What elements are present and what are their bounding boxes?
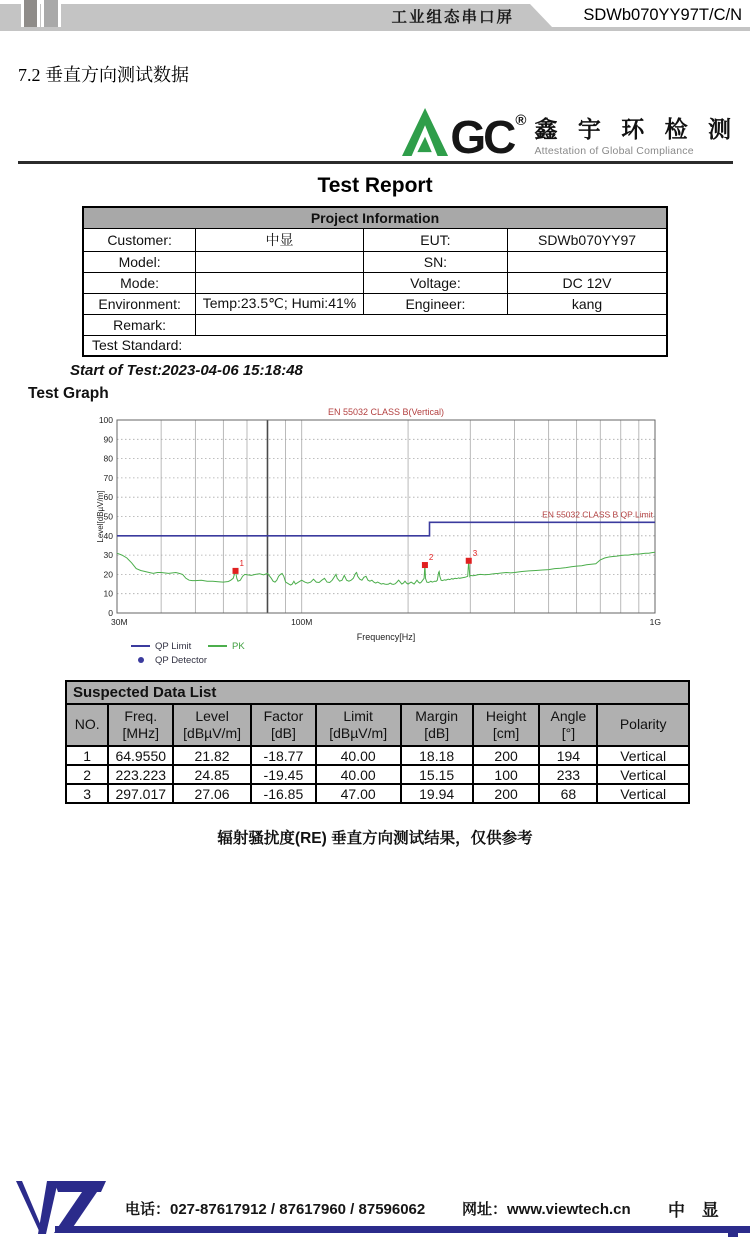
table-cell: 3 bbox=[66, 784, 108, 803]
header-accent-block-light bbox=[41, 0, 61, 27]
agc-logo-a-icon bbox=[402, 107, 450, 157]
svg-text:70: 70 bbox=[103, 472, 113, 483]
value-mode bbox=[196, 272, 364, 293]
svg-text:10: 10 bbox=[103, 588, 113, 599]
table-row bbox=[66, 765, 689, 784]
header-accent-block-dark bbox=[21, 0, 40, 27]
svg-text:90: 90 bbox=[103, 434, 113, 445]
start-of-test: Start of Test:2023-04-06 15:18:48 bbox=[70, 362, 303, 379]
svg-text:40: 40 bbox=[103, 530, 113, 541]
table-cell: 200 bbox=[473, 784, 540, 803]
table-cell: 233 bbox=[539, 765, 597, 784]
table-cell: 297.017 bbox=[108, 784, 173, 803]
label-remark: Remark: bbox=[83, 314, 196, 335]
svg-text:30: 30 bbox=[103, 550, 113, 561]
value-voltage: DC 12V bbox=[508, 272, 667, 293]
logo-divider-rule bbox=[18, 161, 733, 164]
registered-mark-icon: ® bbox=[515, 112, 527, 129]
value-engineer: kang bbox=[508, 293, 667, 314]
svg-text:QP Detector: QP Detector bbox=[155, 655, 208, 666]
section-title: 7.2 垂直方向测试数据 bbox=[18, 65, 189, 85]
svg-text:QP Limit: QP Limit bbox=[155, 641, 192, 652]
table-cell: Vertical bbox=[597, 765, 689, 784]
value-model bbox=[196, 251, 364, 272]
table-cell: 1 bbox=[66, 746, 108, 765]
table-cell: -18.77 bbox=[251, 746, 316, 765]
svg-text:1: 1 bbox=[239, 558, 244, 568]
table-cell: 64.9550 bbox=[108, 746, 173, 765]
label-engineer: Engineer: bbox=[363, 293, 507, 314]
header-model-number: SDWb070YY97T/C/N bbox=[583, 6, 742, 24]
svg-text:Frequency[Hz]: Frequency[Hz] bbox=[356, 632, 416, 642]
result-caption: 辐射骚扰度(RE) 垂直方向测试结果，仅供参考 bbox=[217, 830, 533, 847]
svg-text:EN 55032 CLASS B QP Limit: EN 55032 CLASS B QP Limit bbox=[542, 509, 653, 520]
suspected-table-title: Suspected Data List bbox=[66, 681, 689, 704]
svg-text:60: 60 bbox=[103, 492, 113, 503]
table-cell: -16.85 bbox=[251, 784, 316, 803]
project-info-table bbox=[82, 206, 668, 357]
project-info-header: Project Information bbox=[83, 207, 667, 228]
svg-text:80: 80 bbox=[103, 453, 113, 464]
table-cell: 40.00 bbox=[316, 746, 401, 765]
column-header: Freq. [MHz] bbox=[108, 704, 173, 746]
lab-name-cn: 鑫 宇 环 检 测 bbox=[534, 116, 738, 142]
svg-text:100: 100 bbox=[98, 415, 113, 425]
suspected-data-table bbox=[65, 680, 690, 804]
label-voltage: Voltage: bbox=[363, 272, 507, 293]
table-cell: 223.223 bbox=[108, 765, 173, 784]
table-row bbox=[83, 228, 667, 251]
svg-text:0: 0 bbox=[108, 608, 113, 618]
header-gray-bar bbox=[0, 4, 530, 27]
table-cell: 18.18 bbox=[401, 746, 473, 765]
table-cell: 2 bbox=[66, 765, 108, 784]
table-row bbox=[83, 314, 667, 335]
value-sn bbox=[508, 251, 667, 272]
table-cell: 47.00 bbox=[316, 784, 401, 803]
footer-navy-bar bbox=[55, 1226, 750, 1233]
suspected-table-header-row bbox=[66, 704, 689, 746]
page-header bbox=[0, 0, 750, 31]
column-header: Polarity bbox=[597, 704, 689, 746]
table-cell: -19.45 bbox=[251, 765, 316, 784]
page-footer bbox=[0, 1174, 750, 1236]
table-cell: 21.82 bbox=[173, 746, 251, 765]
table-cell: 68 bbox=[539, 784, 597, 803]
table-cell: 40.00 bbox=[316, 765, 401, 784]
table-row bbox=[66, 784, 689, 803]
table-row bbox=[66, 681, 689, 704]
table-cell: 100 bbox=[473, 765, 540, 784]
table-cell: 200 bbox=[473, 746, 540, 765]
label-mode: Mode: bbox=[83, 272, 196, 293]
column-header: Height [cm] bbox=[473, 704, 540, 746]
svg-text:3: 3 bbox=[472, 548, 478, 558]
label-environment: Environment: bbox=[83, 293, 196, 314]
svg-text:30M: 30M bbox=[111, 617, 128, 627]
table-cell: Vertical bbox=[597, 784, 689, 803]
header-bar-underline bbox=[0, 27, 750, 31]
table-cell: 24.85 bbox=[173, 765, 251, 784]
column-header: Margin [dB] bbox=[401, 704, 473, 746]
svg-text:20: 20 bbox=[103, 569, 113, 580]
table-cell: 194 bbox=[539, 746, 597, 765]
svg-text:2: 2 bbox=[428, 553, 434, 563]
footer-company-name: 中 显 bbox=[668, 1201, 725, 1220]
agc-logo-gc-text: GC ® bbox=[450, 111, 527, 163]
value-remark bbox=[196, 314, 667, 335]
column-header: Level [dBµV/m] bbox=[173, 704, 251, 746]
footer-navy-tab bbox=[728, 1226, 738, 1237]
header-product-type: 工业组态串口屏 bbox=[391, 8, 514, 26]
table-row bbox=[83, 207, 667, 228]
footer-phone: 电话：027-87617912 / 87617960 / 87596062 bbox=[125, 1201, 426, 1218]
column-header: Factor [dB] bbox=[251, 704, 316, 746]
column-header: Limit [dBµV/m] bbox=[316, 704, 401, 746]
svg-text:50: 50 bbox=[103, 511, 113, 522]
label-model: Model: bbox=[83, 251, 196, 272]
value-environment: Temp:23.5℃; Humi:41% bbox=[196, 293, 364, 314]
test-graph-chart bbox=[95, 405, 750, 672]
table-row bbox=[83, 251, 667, 272]
test-graph-label: Test Graph bbox=[28, 385, 109, 402]
table-cell: 19.94 bbox=[401, 784, 473, 803]
lab-logo bbox=[0, 101, 738, 163]
lab-tagline: Attestation of Global Compliance bbox=[534, 145, 694, 157]
svg-text:100M: 100M bbox=[291, 617, 313, 627]
table-cell: 27.06 bbox=[173, 784, 251, 803]
svg-text:1G: 1G bbox=[649, 617, 661, 627]
viewtech-vt-logo-icon bbox=[10, 1178, 115, 1236]
label-eut: EUT: bbox=[363, 228, 507, 251]
table-cell: 15.15 bbox=[401, 765, 473, 784]
table-row bbox=[83, 293, 667, 314]
svg-text:Level[dBµV/m]: Level[dBµV/m] bbox=[96, 490, 105, 543]
column-header: Angle [°] bbox=[539, 704, 597, 746]
label-test-standard: Test Standard: bbox=[83, 335, 667, 356]
header-bar-diagonal bbox=[530, 4, 552, 27]
column-header: NO. bbox=[66, 704, 108, 746]
table-row bbox=[83, 335, 667, 356]
report-title: Test Report bbox=[317, 174, 433, 197]
table-row bbox=[66, 746, 689, 765]
table-cell: Vertical bbox=[597, 746, 689, 765]
value-eut: SDWb070YY97 bbox=[508, 228, 667, 251]
label-customer: Customer: bbox=[83, 228, 196, 251]
emission-chart-svg bbox=[95, 405, 667, 667]
label-sn: SN: bbox=[363, 251, 507, 272]
value-customer: 中显 bbox=[196, 228, 364, 251]
svg-text:EN 55032 CLASS B(Vertical): EN 55032 CLASS B(Vertical) bbox=[327, 407, 445, 417]
footer-website: 网址：www.viewtech.cn bbox=[462, 1201, 631, 1218]
table-row bbox=[83, 272, 667, 293]
svg-text:PK: PK bbox=[232, 641, 245, 652]
